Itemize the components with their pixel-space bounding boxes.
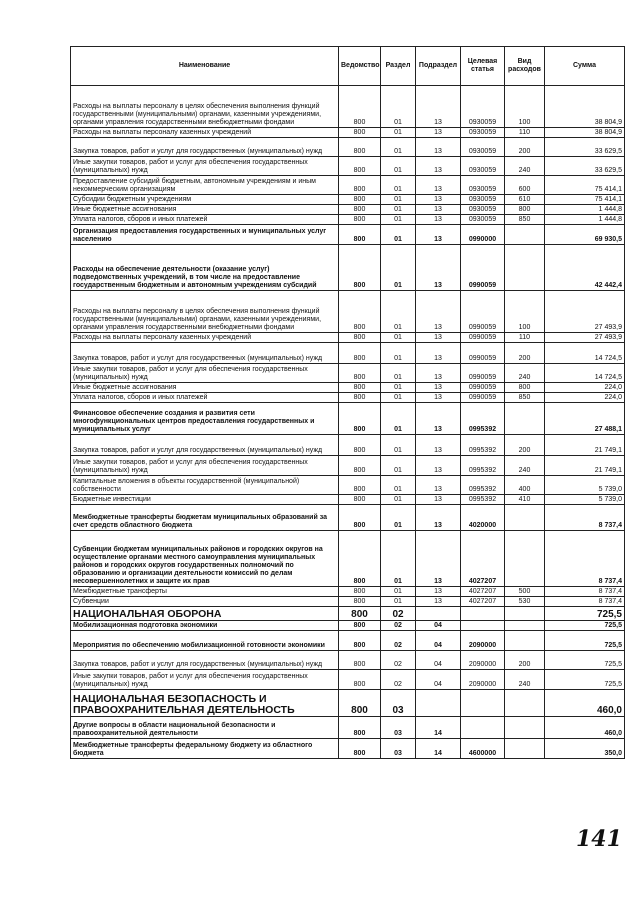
cell-sum: 27 493,9: [545, 333, 625, 343]
cell-subsection: 04: [416, 651, 461, 670]
cell-section: 03: [381, 717, 416, 739]
cell-dept: 800: [339, 364, 381, 383]
header-name: Наименование: [71, 47, 339, 86]
cell-dept: 800: [339, 651, 381, 670]
table-row: [71, 245, 625, 291]
cell-dept: 800: [339, 138, 381, 157]
cell-dept: 800: [339, 215, 381, 225]
cell-section: 01: [381, 364, 416, 383]
table-row: [71, 393, 625, 403]
table-row: [71, 291, 625, 333]
cell-name: Иные бюджетные ассигнования: [71, 205, 339, 215]
cell-name: Иные бюджетные ассигнования: [71, 383, 339, 393]
cell-target: 0990000: [461, 225, 505, 245]
cell-subsection: 13: [416, 531, 461, 587]
cell-target: 0930059: [461, 176, 505, 195]
cell-kind: [505, 245, 545, 291]
table-row: [71, 476, 625, 495]
cell-section: 01: [381, 205, 416, 215]
cell-sum: 21 749,1: [545, 456, 625, 476]
page-number: 141: [576, 826, 622, 852]
cell-target: 0930059: [461, 128, 505, 138]
cell-subsection: 13: [416, 176, 461, 195]
table-row: [71, 333, 625, 343]
table-row: [71, 383, 625, 393]
header-dept: Ведомство: [339, 47, 381, 86]
cell-subsection: 14: [416, 739, 461, 759]
cell-sum: 8 737,4: [545, 505, 625, 531]
table-row: [71, 343, 625, 364]
cell-kind: 600: [505, 176, 545, 195]
cell-target: 0990059: [461, 245, 505, 291]
cell-sum: 725,5: [545, 631, 625, 651]
cell-name: Другие вопросы в области национальной безопасности и правоохранительной деятельности: [71, 717, 339, 739]
cell-sum: 725,5: [545, 621, 625, 631]
cell-subsection: 14: [416, 717, 461, 739]
cell-subsection: 13: [416, 215, 461, 225]
cell-target: 4020000: [461, 505, 505, 531]
cell-dept: 800: [339, 157, 381, 176]
cell-dept: 800: [339, 128, 381, 138]
cell-sum: 27 493,9: [545, 291, 625, 333]
cell-kind: 410: [505, 495, 545, 505]
cell-subsection: 13: [416, 597, 461, 607]
cell-subsection: 13: [416, 364, 461, 383]
cell-sum: 21 749,1: [545, 435, 625, 456]
cell-name: Иные закупки товаров, работ и услуг для обеспечения государственных (муниципальных) нужд: [71, 364, 339, 383]
cell-section: 01: [381, 333, 416, 343]
table-row: [71, 495, 625, 505]
cell-name: Иные закупки товаров, работ и услуг для обеспечения государственных (муниципальных) нужд: [71, 670, 339, 690]
cell-subsection: 13: [416, 403, 461, 435]
cell-target: [461, 690, 505, 717]
cell-dept: 800: [339, 531, 381, 587]
cell-sum: 8 737,4: [545, 597, 625, 607]
cell-name: Уплата налогов, сборов и иных платежей: [71, 393, 339, 403]
cell-name: Иные закупки товаров, работ и услуг для обеспечения государственных (муниципальных) нужд: [71, 157, 339, 176]
cell-section: 01: [381, 176, 416, 195]
cell-name: Финансовое обеспечение создания и развития сети многофункциональных центров предоставления государственных и муниципальных услуг: [71, 403, 339, 435]
cell-kind: 200: [505, 435, 545, 456]
cell-sum: 33 629,5: [545, 138, 625, 157]
cell-name: Субвенции бюджетам муниципальных районов и городских округов на осуществление органами местного самоуправления муниципальных районов и городских округов государственных полномочий по образованию и организации деятельности комиссий по делам несовершеннолетних и защите их прав: [71, 531, 339, 587]
cell-kind: 200: [505, 343, 545, 364]
cell-section: 02: [381, 607, 416, 621]
cell-dept: 800: [339, 495, 381, 505]
cell-dept: 800: [339, 225, 381, 245]
cell-target: 4600000: [461, 739, 505, 759]
cell-dept: 800: [339, 343, 381, 364]
cell-kind: 110: [505, 128, 545, 138]
cell-target: 2090000: [461, 670, 505, 690]
cell-name: Уплата налогов, сборов и иных платежей: [71, 215, 339, 225]
table-row: [71, 587, 625, 597]
cell-target: 0995392: [461, 476, 505, 495]
cell-sum: 725,5: [545, 670, 625, 690]
cell-kind: [505, 607, 545, 621]
cell-section: 01: [381, 476, 416, 495]
cell-target: 0930059: [461, 138, 505, 157]
table-row: [71, 176, 625, 195]
cell-section: 01: [381, 291, 416, 333]
cell-target: 2090000: [461, 631, 505, 651]
cell-section: 03: [381, 739, 416, 759]
table-row: [71, 128, 625, 138]
cell-kind: [505, 621, 545, 631]
cell-kind: 240: [505, 364, 545, 383]
cell-name: Расходы на выплаты персоналу в целях обеспечения выполнения функций государственными (муниципальными) органами, казенными учреждениями, органами управления государственными внебюджетными фондами: [71, 291, 339, 333]
cell-sum: 42 442,4: [545, 245, 625, 291]
header-target: Целевая статья: [461, 47, 505, 86]
cell-dept: 800: [339, 435, 381, 456]
cell-name: НАЦИОНАЛЬНАЯ БЕЗОПАСНОСТЬ И ПРАВООХРАНИТЕЛЬНАЯ ДЕЯТЕЛЬНОСТЬ: [71, 690, 339, 717]
cell-section: 02: [381, 651, 416, 670]
cell-name: Предоставление субсидий бюджетным, автономным учреждениям и иным некоммерческим организациям: [71, 176, 339, 195]
cell-target: 2090000: [461, 651, 505, 670]
cell-section: 01: [381, 505, 416, 531]
cell-section: 02: [381, 621, 416, 631]
cell-name: Закупка товаров, работ и услуг для государственных (муниципальных) нужд: [71, 435, 339, 456]
cell-sum: 224,0: [545, 383, 625, 393]
cell-kind: 100: [505, 291, 545, 333]
cell-name: Расходы на обеспечение деятельности (оказание услуг) подведомственных учреждений, в том числе на предоставление государственным бюджетным и автономным учреждениям субсидий: [71, 245, 339, 291]
cell-subsection: 13: [416, 205, 461, 215]
table-row: [71, 86, 625, 128]
cell-subsection: 13: [416, 343, 461, 364]
table-row: [71, 225, 625, 245]
cell-section: 01: [381, 343, 416, 364]
cell-sum: 460,0: [545, 717, 625, 739]
cell-sum: 1 444,8: [545, 205, 625, 215]
table-row: [71, 670, 625, 690]
cell-subsection: 13: [416, 505, 461, 531]
cell-dept: 800: [339, 86, 381, 128]
table-row: [71, 597, 625, 607]
cell-sum: 8 737,4: [545, 531, 625, 587]
cell-subsection: 13: [416, 86, 461, 128]
cell-name: Закупка товаров, работ и услуг для государственных (муниципальных) нужд: [71, 343, 339, 364]
cell-target: 4027207: [461, 531, 505, 587]
cell-section: 02: [381, 670, 416, 690]
cell-name: Межбюджетные трансферты федеральному бюджету из областного бюджета: [71, 739, 339, 759]
cell-target: 0930059: [461, 215, 505, 225]
cell-target: 0995392: [461, 403, 505, 435]
cell-section: 01: [381, 245, 416, 291]
table-row: [71, 531, 625, 587]
cell-target: 0930059: [461, 195, 505, 205]
cell-dept: 800: [339, 607, 381, 621]
cell-target: 0990059: [461, 343, 505, 364]
cell-name: Организация предоставления государственных и муниципальных услуг населению: [71, 225, 339, 245]
cell-subsection: [416, 690, 461, 717]
cell-dept: 800: [339, 739, 381, 759]
table-row: [71, 607, 625, 621]
cell-target: 0995392: [461, 435, 505, 456]
cell-name: Бюджетные инвестиции: [71, 495, 339, 505]
cell-dept: 800: [339, 476, 381, 495]
cell-subsection: [416, 607, 461, 621]
cell-sum: 33 629,5: [545, 157, 625, 176]
cell-dept: 800: [339, 670, 381, 690]
table-row: [71, 739, 625, 759]
cell-target: 0930059: [461, 205, 505, 215]
cell-subsection: 13: [416, 245, 461, 291]
cell-section: 01: [381, 435, 416, 456]
cell-kind: [505, 531, 545, 587]
cell-kind: 850: [505, 393, 545, 403]
cell-dept: 800: [339, 505, 381, 531]
cell-section: 01: [381, 86, 416, 128]
cell-section: 01: [381, 456, 416, 476]
cell-subsection: 13: [416, 333, 461, 343]
cell-sum: 14 724,5: [545, 343, 625, 364]
cell-subsection: 13: [416, 128, 461, 138]
cell-kind: [505, 225, 545, 245]
table-row: [71, 651, 625, 670]
cell-sum: 460,0: [545, 690, 625, 717]
cell-target: 0995392: [461, 495, 505, 505]
cell-subsection: 13: [416, 495, 461, 505]
cell-kind: 110: [505, 333, 545, 343]
cell-section: 01: [381, 495, 416, 505]
cell-kind: 240: [505, 670, 545, 690]
header-subsection: Подраздел: [416, 47, 461, 86]
cell-section: 01: [381, 587, 416, 597]
cell-sum: 75 414,1: [545, 195, 625, 205]
cell-target: [461, 621, 505, 631]
table-row: [71, 403, 625, 435]
cell-kind: 100: [505, 86, 545, 128]
cell-section: 01: [381, 403, 416, 435]
cell-kind: 800: [505, 205, 545, 215]
table-row: [71, 717, 625, 739]
cell-target: 0990059: [461, 364, 505, 383]
cell-dept: 800: [339, 587, 381, 597]
table-row: [71, 195, 625, 205]
header-kind: Вид расходов: [505, 47, 545, 86]
cell-target: [461, 717, 505, 739]
cell-dept: 800: [339, 690, 381, 717]
table-row: [71, 205, 625, 215]
cell-section: 02: [381, 631, 416, 651]
cell-dept: 800: [339, 245, 381, 291]
cell-name: Расходы на выплаты персоналу казенных учреждений: [71, 333, 339, 343]
cell-section: 01: [381, 215, 416, 225]
cell-sum: 38 804,9: [545, 128, 625, 138]
cell-kind: 850: [505, 215, 545, 225]
cell-sum: 725,5: [545, 651, 625, 670]
cell-subsection: 13: [416, 476, 461, 495]
cell-kind: 610: [505, 195, 545, 205]
cell-subsection: 04: [416, 670, 461, 690]
cell-sum: 38 804,9: [545, 86, 625, 128]
header-section: Раздел: [381, 47, 416, 86]
cell-kind: 200: [505, 138, 545, 157]
cell-kind: [505, 690, 545, 717]
cell-subsection: 13: [416, 157, 461, 176]
table-row: [71, 157, 625, 176]
cell-target: 0990059: [461, 291, 505, 333]
cell-kind: 240: [505, 157, 545, 176]
cell-dept: 800: [339, 456, 381, 476]
table-row: [71, 505, 625, 531]
cell-target: 4027207: [461, 587, 505, 597]
cell-sum: 75 414,1: [545, 176, 625, 195]
cell-dept: 800: [339, 383, 381, 393]
cell-sum: 8 737,4: [545, 587, 625, 597]
header-sum: Сумма: [545, 47, 625, 86]
cell-sum: 14 724,5: [545, 364, 625, 383]
cell-sum: 725,5: [545, 607, 625, 621]
cell-subsection: 13: [416, 195, 461, 205]
cell-subsection: 13: [416, 138, 461, 157]
cell-section: 01: [381, 138, 416, 157]
cell-dept: 800: [339, 393, 381, 403]
cell-section: 01: [381, 157, 416, 176]
table-row: [71, 435, 625, 456]
cell-section: 01: [381, 195, 416, 205]
cell-dept: 800: [339, 291, 381, 333]
cell-subsection: 04: [416, 631, 461, 651]
cell-name: Мобилизационная подготовка экономики: [71, 621, 339, 631]
table-row: [71, 456, 625, 476]
cell-target: 0990059: [461, 383, 505, 393]
cell-subsection: 04: [416, 621, 461, 631]
cell-dept: 800: [339, 176, 381, 195]
cell-subsection: 13: [416, 225, 461, 245]
cell-name: Закупка товаров, работ и услуг для государственных (муниципальных) нужд: [71, 651, 339, 670]
cell-name: Мероприятия по обеспечению мобилизационной готовности экономики: [71, 631, 339, 651]
cell-subsection: 13: [416, 383, 461, 393]
cell-kind: 400: [505, 476, 545, 495]
cell-name: Межбюджетные трансферты: [71, 587, 339, 597]
cell-sum: 350,0: [545, 739, 625, 759]
cell-dept: 800: [339, 403, 381, 435]
cell-name: Расходы на выплаты персоналу казенных учреждений: [71, 128, 339, 138]
table-row: [71, 215, 625, 225]
cell-section: 01: [381, 383, 416, 393]
table-row: [71, 364, 625, 383]
cell-dept: 800: [339, 717, 381, 739]
cell-target: 4027207: [461, 597, 505, 607]
cell-dept: 800: [339, 597, 381, 607]
cell-kind: [505, 403, 545, 435]
cell-kind: [505, 739, 545, 759]
cell-name: Межбюджетные трансферты бюджетам муниципальных образований за счет средств областного бюджета: [71, 505, 339, 531]
cell-section: 01: [381, 597, 416, 607]
cell-name: НАЦИОНАЛЬНАЯ ОБОРОНА: [71, 607, 339, 621]
cell-kind: 240: [505, 456, 545, 476]
table-row: [71, 138, 625, 157]
cell-name: Иные закупки товаров, работ и услуг для обеспечения государственных (муниципальных) нужд: [71, 456, 339, 476]
cell-kind: [505, 631, 545, 651]
cell-kind: [505, 717, 545, 739]
table-row: [71, 690, 625, 717]
cell-target: [461, 607, 505, 621]
cell-subsection: 13: [416, 291, 461, 333]
cell-target: 0990059: [461, 393, 505, 403]
cell-kind: 800: [505, 383, 545, 393]
cell-section: 01: [381, 393, 416, 403]
cell-kind: 500: [505, 587, 545, 597]
cell-sum: 5 739,0: [545, 495, 625, 505]
cell-subsection: 13: [416, 435, 461, 456]
cell-target: 0930059: [461, 157, 505, 176]
cell-name: Субсидии бюджетным учреждениям: [71, 195, 339, 205]
cell-sum: 1 444,8: [545, 215, 625, 225]
cell-dept: 800: [339, 333, 381, 343]
cell-kind: 200: [505, 651, 545, 670]
cell-name: Капитальные вложения в объекты государственной (муниципальной) собственности: [71, 476, 339, 495]
cell-dept: 800: [339, 205, 381, 215]
table-row: [71, 631, 625, 651]
cell-target: 0990059: [461, 333, 505, 343]
cell-name: Субвенции: [71, 597, 339, 607]
cell-subsection: 13: [416, 393, 461, 403]
cell-name: Расходы на выплаты персоналу в целях обеспечения выполнения функций государственными (муниципальными) органами, казенными учреждениями, органами управления государственными внебюджетными фондами: [71, 86, 339, 128]
cell-target: 0930059: [461, 86, 505, 128]
cell-subsection: 13: [416, 587, 461, 597]
table-row: [71, 621, 625, 631]
cell-name: Закупка товаров, работ и услуг для государственных (муниципальных) нужд: [71, 138, 339, 157]
cell-dept: 800: [339, 195, 381, 205]
cell-target: 0995392: [461, 456, 505, 476]
budget-table: [70, 46, 625, 759]
cell-sum: 69 930,5: [545, 225, 625, 245]
cell-sum: 27 488,1: [545, 403, 625, 435]
cell-section: 03: [381, 690, 416, 717]
cell-subsection: 13: [416, 456, 461, 476]
cell-kind: [505, 505, 545, 531]
cell-sum: 224,0: [545, 393, 625, 403]
cell-dept: 800: [339, 621, 381, 631]
cell-dept: 800: [339, 631, 381, 651]
cell-sum: 5 739,0: [545, 476, 625, 495]
cell-section: 01: [381, 128, 416, 138]
cell-kind: 530: [505, 597, 545, 607]
table-header-row: [71, 47, 625, 86]
cell-section: 01: [381, 531, 416, 587]
cell-section: 01: [381, 225, 416, 245]
